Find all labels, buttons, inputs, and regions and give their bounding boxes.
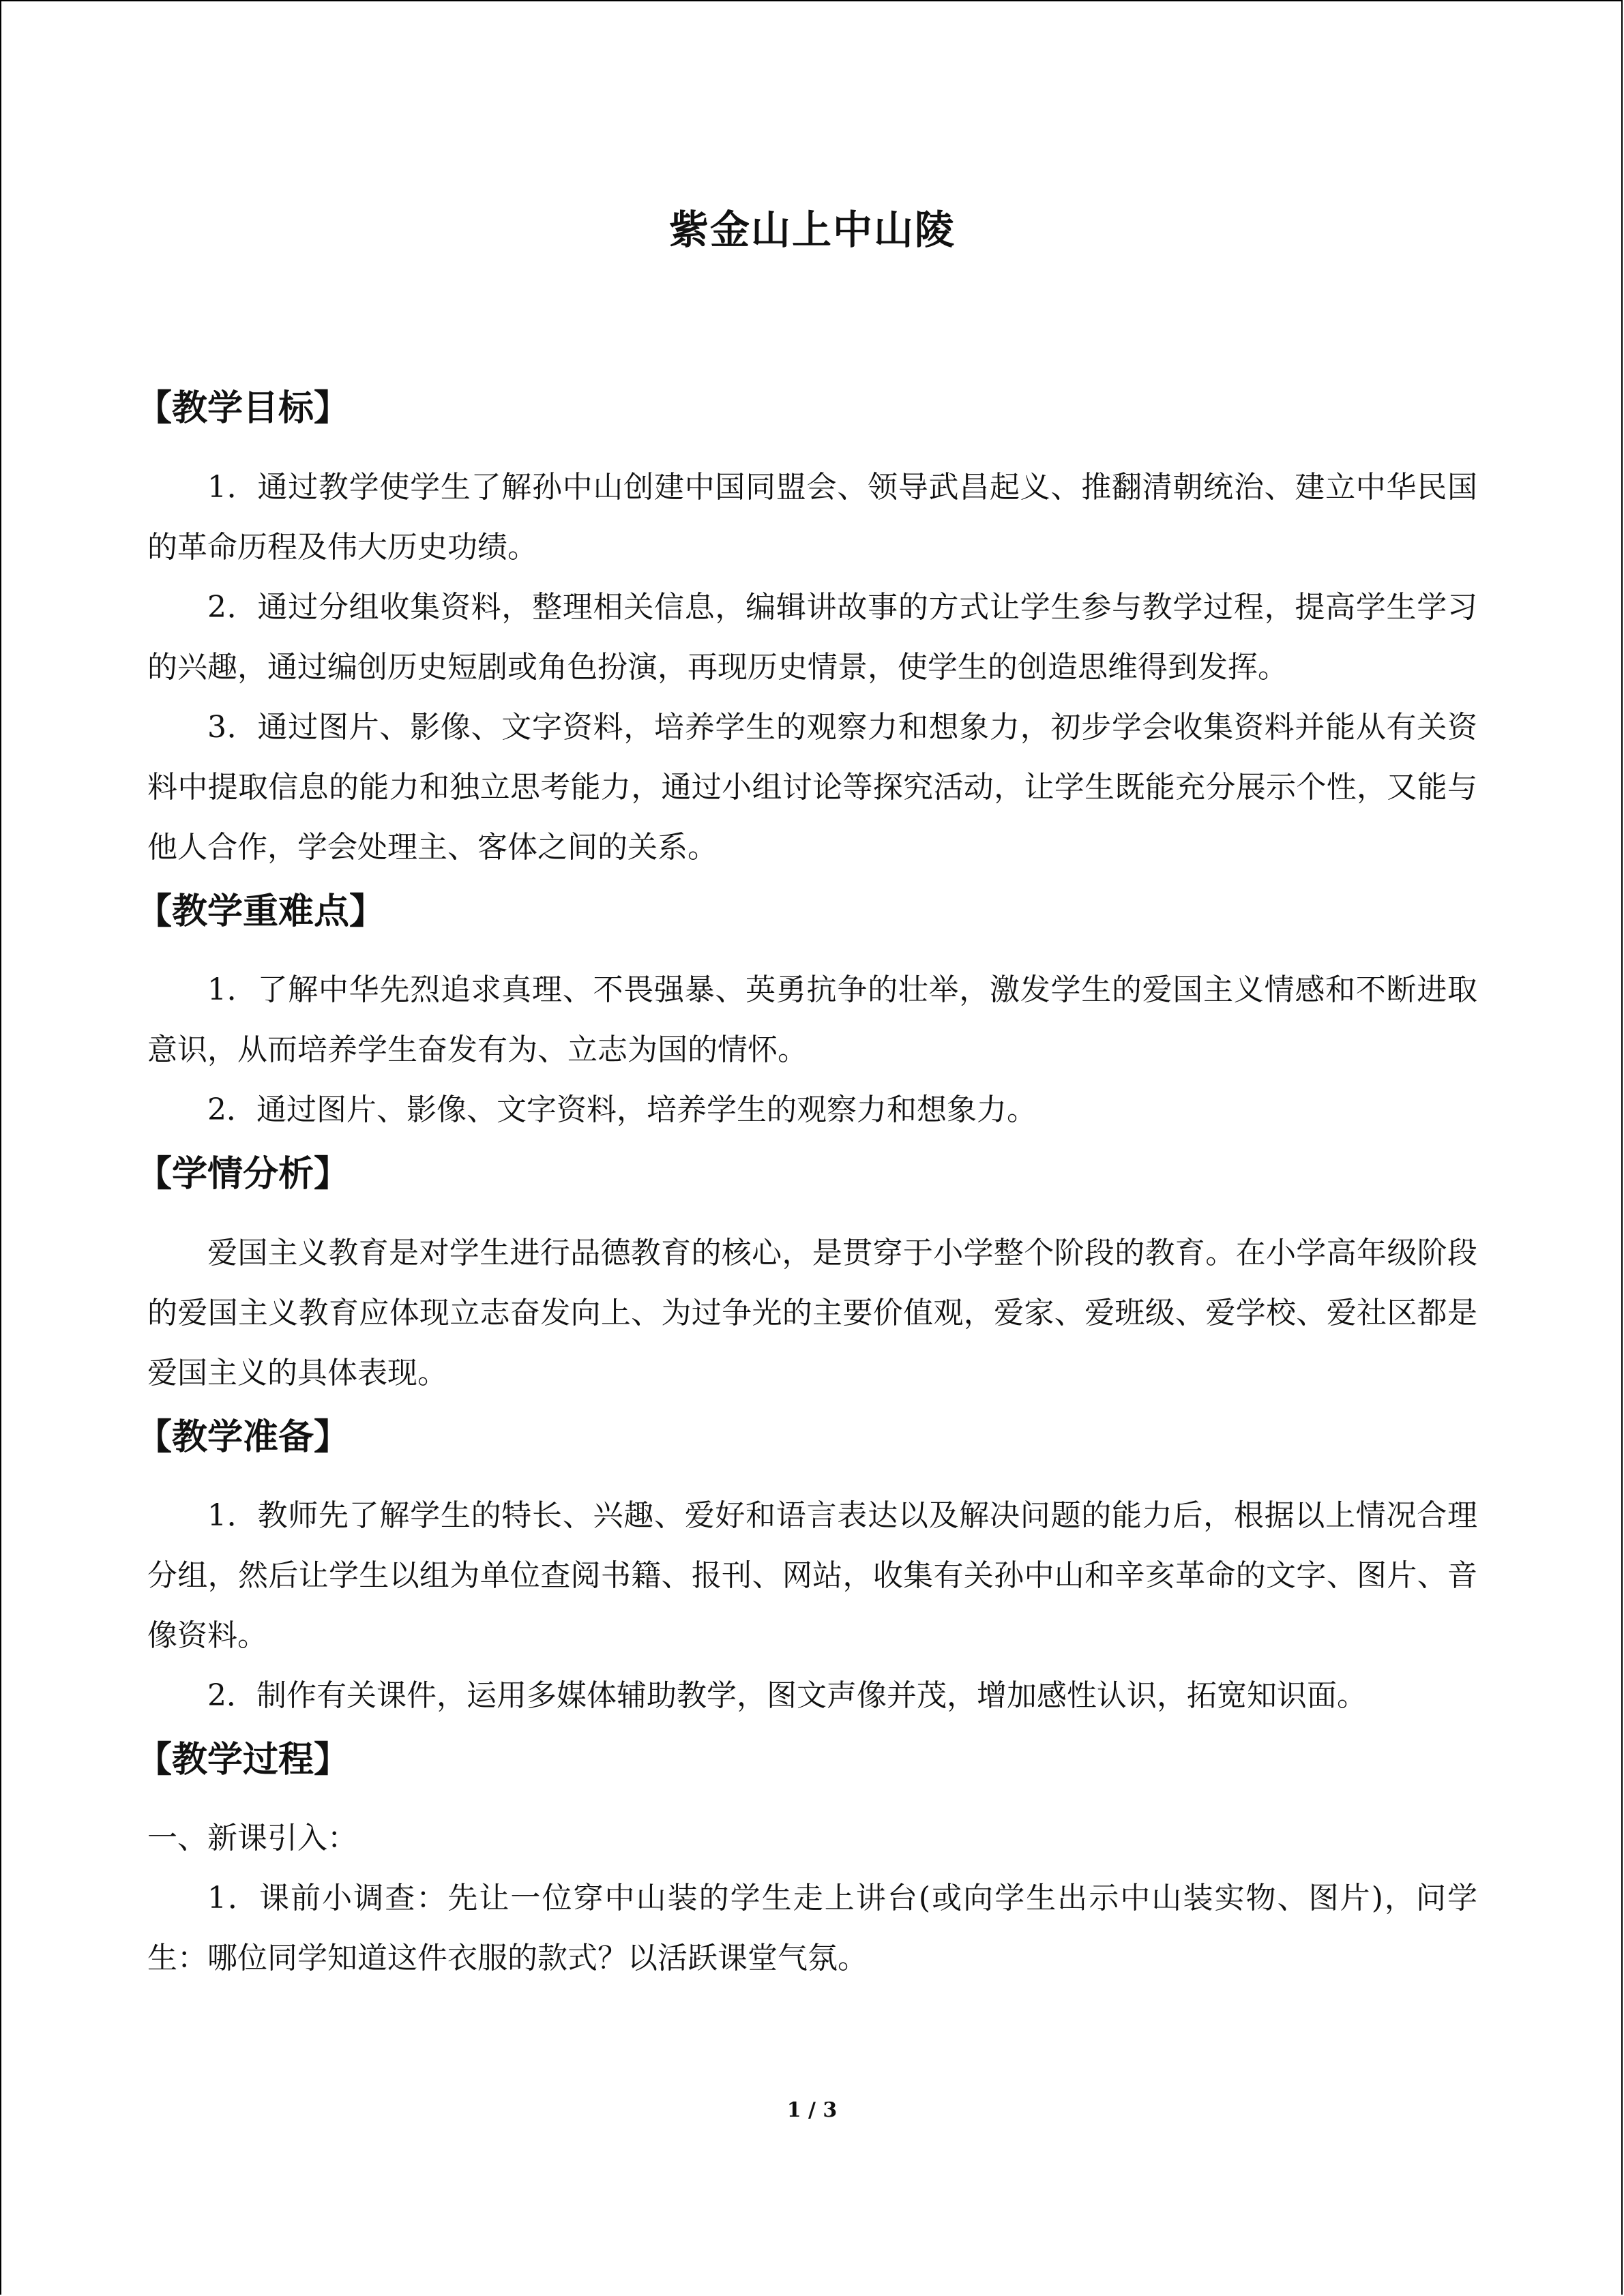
document-body bbox=[136, 205, 1477, 1997]
subheading: 一、新课引入： bbox=[147, 1821, 357, 1856]
document-title: 紫金山上中山陵 bbox=[668, 207, 956, 253]
paragraph: 2．通过分组收集资料，整理相关信息，编辑讲故事的方式让学生参与教学过程，提高学生学习的兴趣，通过编创历史短剧或角色扮演，再现历史情景，使学生的创造思维得到发挥。 bbox=[147, 589, 1477, 685]
section-heading: 【教学过程】 bbox=[136, 1738, 350, 1780]
section-heading: 【教学目标】 bbox=[136, 387, 350, 430]
paragraph: 1．教师先了解学生的特长、兴趣、爱好和语言表达以及解决问题的能力后，根据以上情况合理分组，然后让学生以组为单位查阅书籍、报刊、网站，收集有关孙中山和辛亥革命的文字、图片、音像资料。 bbox=[147, 1497, 1477, 1653]
paragraph: 爱国主义教育是对学生进行品德教育的核心，是贯穿于小学整个阶段的教育。在小学高年级阶段的爱国主义教育应体现立志奋发向上、为过争光的主要价值观，爱家、爱班级、爱学校、爱社区都是爱国主义的具体表现。 bbox=[147, 1235, 1477, 1390]
section-teaching-goals bbox=[136, 383, 1477, 877]
paragraph: 1．通过教学使学生了解孙中山创建中国同盟会、领导武昌起义、推翻清朝统治、建立中华民国的革命历程及伟大历史功绩。 bbox=[147, 469, 1477, 565]
page-number: 1 / 3 bbox=[786, 2098, 838, 2122]
paragraph: 1．课前小调查：先让一位穿中山装的学生走上讲台(或向学生出示中山装实物、图片)，问学生：哪位同学知道这件衣服的款式？以活跃课堂气氛。 bbox=[147, 1881, 1477, 1976]
paragraph: 2．通过图片、影像、文字资料，培养学生的观察力和想象力。 bbox=[207, 1092, 1037, 1128]
section-student-analysis bbox=[136, 1148, 1477, 1403]
section-preparation bbox=[136, 1412, 1477, 1726]
paragraph: 2．制作有关课件，运用多媒体辅助教学，图文声像并茂，增加感性认识，拓宽知识面。 bbox=[207, 1678, 1367, 1713]
section-key-difficulties bbox=[136, 886, 1477, 1140]
paragraph: 3．通过图片、影像、文字资料，培养学生的观察力和想象力，初步学会收集资料并能从有关资料中提取信息的能力和独立思考能力，通过小组讨论等探究活动，让学生既能充分展示个性，又能与他人合作，学会处理主、客体之间的关系。 bbox=[147, 709, 1477, 865]
section-heading: 【教学准备】 bbox=[136, 1416, 350, 1458]
section-teaching-process bbox=[136, 1734, 1477, 1988]
section-heading: 【学情分析】 bbox=[136, 1153, 350, 1195]
section-heading: 【教学重难点】 bbox=[136, 890, 385, 932]
paragraph: 1．了解中华先烈追求真理、不畏强暴、英勇抗争的壮举，激发学生的爱国主义情感和不断进取意识，从而培养学生奋发有为、立志为国的情怀。 bbox=[147, 972, 1477, 1068]
